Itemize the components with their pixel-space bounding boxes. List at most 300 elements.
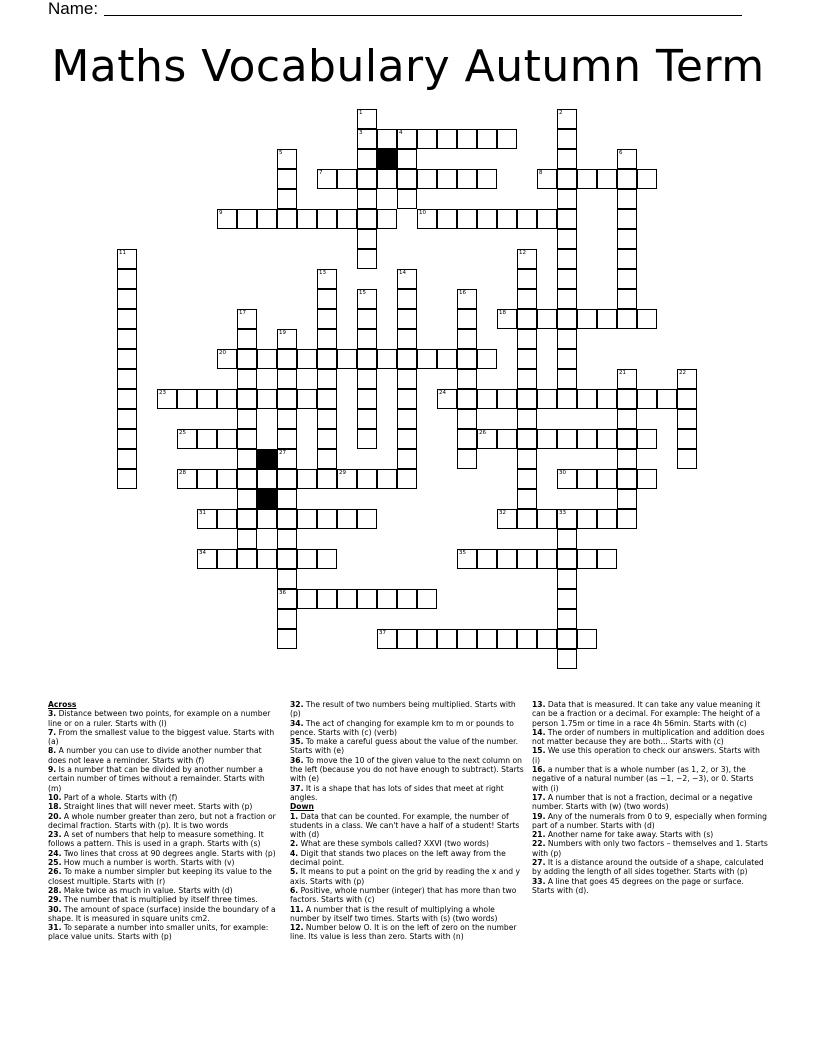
grid-cell[interactable] <box>417 629 437 649</box>
grid-cell[interactable] <box>397 429 417 449</box>
grid-cell[interactable] <box>637 429 657 449</box>
grid-cell[interactable] <box>117 329 137 349</box>
grid-cell[interactable] <box>557 629 577 649</box>
grid-cell[interactable] <box>617 149 637 169</box>
grid-cell[interactable] <box>617 289 637 309</box>
grid-cell[interactable] <box>237 429 257 449</box>
grid-cell[interactable] <box>257 549 277 569</box>
grid-cell[interactable] <box>317 589 337 609</box>
grid-cell[interactable] <box>597 309 617 329</box>
grid-cell[interactable] <box>617 229 637 249</box>
grid-cell[interactable] <box>477 429 497 449</box>
grid-cell[interactable] <box>577 389 597 409</box>
grid-cell[interactable] <box>297 509 317 529</box>
clue-text: To make a number simpler but keeping its value to the closest multiple. Starts with (r) <box>48 867 272 886</box>
grid-cell[interactable] <box>557 249 577 269</box>
grid-cell[interactable] <box>317 429 337 449</box>
grid-cell[interactable] <box>237 489 257 509</box>
grid-cell[interactable] <box>357 389 377 409</box>
grid-cell[interactable] <box>357 229 377 249</box>
grid-cell[interactable] <box>277 529 297 549</box>
grid-cell[interactable] <box>117 469 137 489</box>
grid-cell[interactable] <box>557 289 577 309</box>
clue-number-label: 10. <box>48 792 62 802</box>
grid-cell[interactable] <box>397 389 417 409</box>
grid-cell[interactable] <box>237 309 257 329</box>
grid-cell[interactable] <box>357 369 377 389</box>
grid-cell[interactable] <box>557 129 577 149</box>
grid-cell[interactable] <box>577 549 597 569</box>
grid-cell[interactable] <box>197 509 217 529</box>
grid-cell[interactable] <box>277 509 297 529</box>
grid-cell[interactable] <box>117 389 137 409</box>
grid-cell[interactable] <box>337 209 357 229</box>
grid-cell[interactable] <box>377 349 397 369</box>
grid-cell[interactable] <box>497 389 517 409</box>
grid-cell[interactable] <box>217 549 237 569</box>
grid-cell[interactable] <box>437 169 457 189</box>
grid-cell[interactable] <box>277 409 297 429</box>
grid-cell[interactable] <box>237 349 257 369</box>
grid-cell[interactable] <box>437 389 457 409</box>
grid-cell[interactable] <box>457 289 477 309</box>
grid-cell[interactable] <box>157 389 177 409</box>
clue-number: 10 <box>419 210 426 216</box>
grid-cell[interactable] <box>517 449 537 469</box>
grid-cell[interactable] <box>517 469 537 489</box>
grid-cell[interactable] <box>217 349 237 369</box>
grid-cell[interactable] <box>277 169 297 189</box>
grid-cell[interactable] <box>617 269 637 289</box>
grid-cell[interactable] <box>397 349 417 369</box>
grid-cell[interactable] <box>117 309 137 329</box>
grid-cell[interactable] <box>657 389 677 409</box>
grid-cell[interactable] <box>617 369 637 389</box>
grid-cell[interactable] <box>237 369 257 389</box>
grid-cell[interactable] <box>377 469 397 489</box>
grid-cell[interactable] <box>557 309 577 329</box>
grid-cell[interactable] <box>577 629 597 649</box>
grid-cell[interactable] <box>297 209 317 229</box>
grid-cell[interactable] <box>317 409 337 429</box>
grid-cell[interactable] <box>357 249 377 269</box>
grid-cell[interactable] <box>217 429 237 449</box>
grid-cell[interactable] <box>457 389 477 409</box>
grid-cell[interactable] <box>237 209 257 229</box>
clue-item <box>532 839 768 858</box>
grid-cell[interactable] <box>557 149 577 169</box>
grid-cell[interactable] <box>397 129 417 149</box>
clue-item <box>290 839 524 848</box>
grid-cell[interactable] <box>477 129 497 149</box>
grid-cell[interactable] <box>277 389 297 409</box>
grid-cell[interactable] <box>337 469 357 489</box>
grid-cell[interactable] <box>677 429 697 449</box>
grid-cell[interactable] <box>477 209 497 229</box>
grid-cell[interactable] <box>497 129 517 149</box>
grid-cell[interactable] <box>117 249 137 269</box>
grid-cell[interactable] <box>637 309 657 329</box>
grid-cell[interactable] <box>597 169 617 189</box>
grid-cell[interactable] <box>277 489 297 509</box>
grid-cell[interactable] <box>557 649 577 669</box>
grid-cell[interactable] <box>457 409 477 429</box>
clue-number-label: 32. <box>290 700 304 709</box>
grid-cell[interactable] <box>377 129 397 149</box>
clue-number: 3 <box>359 130 363 136</box>
grid-cell[interactable] <box>397 169 417 189</box>
grid-cell[interactable] <box>417 129 437 149</box>
grid-cell[interactable] <box>277 549 297 569</box>
grid-cell[interactable] <box>277 589 297 609</box>
grid-cell[interactable] <box>617 489 637 509</box>
clue-item <box>48 923 280 942</box>
grid-cell[interactable] <box>537 509 557 529</box>
clue-number: 9 <box>219 210 223 216</box>
grid-cell[interactable] <box>597 429 617 449</box>
grid-cell[interactable] <box>237 529 257 549</box>
grid-cell[interactable] <box>357 589 377 609</box>
grid-cell[interactable] <box>517 349 537 369</box>
grid-cell[interactable] <box>257 389 277 409</box>
grid-cell[interactable] <box>177 429 197 449</box>
grid-cell[interactable] <box>397 309 417 329</box>
grid-cell[interactable] <box>457 369 477 389</box>
grid-cell[interactable] <box>317 509 337 529</box>
grid-cell[interactable] <box>517 389 537 409</box>
grid-cell[interactable] <box>117 409 137 429</box>
clue-number-label: 29. <box>48 895 62 905</box>
grid-cell[interactable] <box>477 169 497 189</box>
grid-cell[interactable] <box>277 369 297 389</box>
grid-cell[interactable] <box>377 629 397 649</box>
grid-cell[interactable] <box>277 189 297 209</box>
clue-item <box>290 867 524 886</box>
grid-cell[interactable] <box>277 349 297 369</box>
grid-cell[interactable] <box>317 549 337 569</box>
grid-cell[interactable] <box>577 429 597 449</box>
grid-cell[interactable] <box>257 209 277 229</box>
grid-cell[interactable] <box>517 369 537 389</box>
grid-cell[interactable] <box>257 469 277 489</box>
grid-cell[interactable] <box>237 509 257 529</box>
grid-cell[interactable] <box>237 389 257 409</box>
grid-cell[interactable] <box>677 409 697 429</box>
grid-cell[interactable] <box>557 589 577 609</box>
grid-cell[interactable] <box>237 549 257 569</box>
grid-cell[interactable] <box>317 309 337 329</box>
grid-cell[interactable] <box>277 329 297 349</box>
grid-cell[interactable] <box>397 369 417 389</box>
grid-cell[interactable] <box>517 629 537 649</box>
grid-cell[interactable] <box>617 409 637 429</box>
grid-cell[interactable] <box>197 429 217 449</box>
grid-cell[interactable] <box>557 169 577 189</box>
grid-cell[interactable] <box>317 209 337 229</box>
grid-cell[interactable] <box>437 349 457 369</box>
grid-cell[interactable] <box>317 329 337 349</box>
grid-cell[interactable] <box>597 509 617 529</box>
grid-cell[interactable] <box>557 469 577 489</box>
grid-cell[interactable] <box>557 509 577 529</box>
grid-cell[interactable] <box>617 169 637 189</box>
grid-cell[interactable] <box>277 449 297 469</box>
grid-cell[interactable] <box>457 349 477 369</box>
grid-cell[interactable] <box>357 209 377 229</box>
name-label: Name: <box>48 0 99 18</box>
grid-cell[interactable] <box>557 329 577 349</box>
clue-item <box>48 793 280 802</box>
grid-cell[interactable] <box>517 329 537 349</box>
grid-cell[interactable] <box>217 469 237 489</box>
grid-cell[interactable] <box>517 309 537 329</box>
grid-cell[interactable] <box>197 549 217 569</box>
grid-cell[interactable] <box>617 309 637 329</box>
grid-cell[interactable] <box>217 509 237 529</box>
grid-cell[interactable] <box>617 189 637 209</box>
grid-cell[interactable] <box>517 289 537 309</box>
grid-cell[interactable] <box>217 209 237 229</box>
grid-cell[interactable] <box>517 209 537 229</box>
grid-cell[interactable] <box>297 589 317 609</box>
grid-cell[interactable] <box>277 609 297 629</box>
grid-cell[interactable] <box>357 409 377 429</box>
grid-cell[interactable] <box>317 389 337 409</box>
grid-cell[interactable] <box>357 129 377 149</box>
grid-cell[interactable] <box>637 169 657 189</box>
grid-cell[interactable] <box>397 449 417 469</box>
grid-cell[interactable] <box>557 369 577 389</box>
clue-text: The result of two numbers being multiplied. Starts with (p) <box>290 700 516 719</box>
grid-cell[interactable] <box>457 169 477 189</box>
grid-cell[interactable] <box>557 549 577 569</box>
grid-cell[interactable] <box>177 469 197 489</box>
grid-cell[interactable] <box>217 389 237 409</box>
grid-cell[interactable] <box>397 629 417 649</box>
grid-cell[interactable] <box>337 349 357 369</box>
grid-cell[interactable] <box>497 309 517 329</box>
grid-cell[interactable] <box>417 169 437 189</box>
grid-cell[interactable] <box>677 389 697 409</box>
grid-cell[interactable] <box>417 589 437 609</box>
grid-cell[interactable] <box>457 209 477 229</box>
grid-cell[interactable] <box>477 549 497 569</box>
grid-cell[interactable] <box>457 629 477 649</box>
grid-cell[interactable] <box>577 509 597 529</box>
grid-cell[interactable] <box>457 549 477 569</box>
grid-cell[interactable] <box>117 429 137 449</box>
grid-cell[interactable] <box>357 169 377 189</box>
clue-number-label: 1. <box>290 811 299 821</box>
grid-cell[interactable] <box>497 509 517 529</box>
grid-cell[interactable] <box>337 169 357 189</box>
grid-cell[interactable] <box>497 629 517 649</box>
grid-cell[interactable] <box>557 349 577 369</box>
grid-cell[interactable] <box>517 429 537 449</box>
grid-cell[interactable] <box>277 469 297 489</box>
grid-cell[interactable] <box>417 349 437 369</box>
clue-item <box>532 746 768 765</box>
grid-cell[interactable] <box>277 569 297 589</box>
grid-cell[interactable] <box>517 249 537 269</box>
grid-cell[interactable] <box>677 369 697 389</box>
grid-cell[interactable] <box>297 389 317 409</box>
grid-cell[interactable] <box>557 109 577 129</box>
grid-cell[interactable] <box>357 329 377 349</box>
grid-cell[interactable] <box>437 209 457 229</box>
grid-cell[interactable] <box>637 389 657 409</box>
grid-cell[interactable] <box>437 629 457 649</box>
grid-cell[interactable] <box>537 629 557 649</box>
grid-cell[interactable] <box>257 509 277 529</box>
grid-cell[interactable] <box>177 389 197 409</box>
grid-cell[interactable] <box>357 469 377 489</box>
grid-cell[interactable] <box>237 409 257 429</box>
grid-cell[interactable] <box>597 469 617 489</box>
grid-cell[interactable] <box>357 349 377 369</box>
clue-number-label: 23. <box>48 830 62 840</box>
grid-cell[interactable] <box>377 169 397 189</box>
grid-cell[interactable] <box>557 529 577 549</box>
grid-cell[interactable] <box>117 449 137 469</box>
clue-text: Any of the numerals from 0 to 9, especially when forming part of a number. Starts with (d) <box>532 811 767 830</box>
grid-cell[interactable] <box>277 209 297 229</box>
grid-cell[interactable] <box>117 289 137 309</box>
grid-cell[interactable] <box>617 429 637 449</box>
grid-cell[interactable] <box>397 409 417 429</box>
clue-text: A number that is not a fraction, decimal or a negative number. Starts with (w) (two words) <box>532 792 753 812</box>
grid-cell[interactable] <box>297 549 317 569</box>
grid-cell[interactable] <box>397 149 417 169</box>
grid-cell[interactable] <box>517 489 537 509</box>
grid-cell[interactable] <box>497 209 517 229</box>
grid-cell[interactable] <box>557 569 577 589</box>
grid-cell[interactable] <box>317 289 337 309</box>
grid-cell[interactable] <box>497 549 517 569</box>
grid-cell[interactable] <box>637 469 657 489</box>
grid-cell[interactable] <box>537 209 557 229</box>
clue-text: Another name for take away. Starts with (s) <box>545 830 714 840</box>
grid-cell[interactable] <box>517 269 537 289</box>
grid-cell[interactable] <box>577 309 597 329</box>
grid-cell[interactable] <box>617 209 637 229</box>
grid-cell[interactable] <box>317 269 337 289</box>
grid-cell[interactable] <box>557 429 577 449</box>
grid-cell[interactable] <box>277 629 297 649</box>
clue-text: From the smallest value to the biggest value. Starts with (a) <box>48 727 275 747</box>
grid-cell[interactable] <box>517 409 537 429</box>
grid-cell[interactable] <box>457 129 477 149</box>
grid-cell[interactable] <box>397 589 417 609</box>
grid-cell[interactable] <box>317 469 337 489</box>
grid-cell[interactable] <box>457 449 477 469</box>
grid-cell[interactable] <box>317 369 337 389</box>
grid-cell[interactable] <box>457 429 477 449</box>
grid-cell[interactable] <box>397 469 417 489</box>
grid-cell[interactable] <box>397 189 417 209</box>
grid-cell[interactable] <box>617 249 637 269</box>
grid-cell[interactable] <box>477 389 497 409</box>
grid-cell[interactable] <box>237 449 257 469</box>
grid-cell[interactable] <box>557 609 577 629</box>
grid-cell[interactable] <box>117 349 137 369</box>
grid-cell[interactable] <box>557 189 577 209</box>
grid-cell[interactable] <box>537 389 557 409</box>
grid-cell[interactable] <box>377 589 397 609</box>
grid-cell[interactable] <box>597 549 617 569</box>
grid-cell[interactable] <box>617 449 637 469</box>
grid-cell[interactable] <box>577 169 597 189</box>
grid-cell[interactable] <box>317 349 337 369</box>
grid-cell[interactable] <box>317 169 337 189</box>
grid-cell[interactable] <box>357 109 377 129</box>
clue-text: To make a careful guess about the value of the number. Starts with (e) <box>290 737 519 756</box>
grid-cell[interactable] <box>397 289 417 309</box>
grid-cell[interactable] <box>557 269 577 289</box>
grid-cell[interactable] <box>417 209 437 229</box>
grid-cell[interactable] <box>357 149 377 169</box>
grid-cell[interactable] <box>237 329 257 349</box>
grid-cell[interactable] <box>297 349 317 369</box>
grid-cell[interactable] <box>337 589 357 609</box>
grid-cell[interactable] <box>397 329 417 349</box>
grid-cell[interactable] <box>257 349 277 369</box>
grid-cell[interactable] <box>457 309 477 329</box>
grid-cell[interactable] <box>557 209 577 229</box>
grid-cell[interactable] <box>197 389 217 409</box>
grid-cell[interactable] <box>457 329 477 349</box>
grid-cell[interactable] <box>557 389 577 409</box>
grid-cell[interactable] <box>517 549 537 569</box>
clue-number: 18 <box>499 310 506 316</box>
grid-cell[interactable] <box>357 509 377 529</box>
grid-cell[interactable] <box>437 129 457 149</box>
grid-cell[interactable] <box>477 629 497 649</box>
grid-cell[interactable] <box>197 469 217 489</box>
down-heading: Down <box>290 802 314 812</box>
grid-cell[interactable] <box>357 429 377 449</box>
grid-cell[interactable] <box>617 389 637 409</box>
grid-cell[interactable] <box>297 469 317 489</box>
grid-cell[interactable] <box>357 189 377 209</box>
grid-cell[interactable] <box>117 269 137 289</box>
grid-cell[interactable] <box>537 309 557 329</box>
grid-cell[interactable] <box>397 269 417 289</box>
grid-cell[interactable] <box>677 449 697 469</box>
grid-cell[interactable] <box>277 149 297 169</box>
grid-cell[interactable] <box>237 469 257 489</box>
grid-cell[interactable] <box>537 429 557 449</box>
grid-cell[interactable] <box>377 209 397 229</box>
grid-cell[interactable] <box>357 289 377 309</box>
grid-cell[interactable] <box>317 449 337 469</box>
grid-cell[interactable] <box>617 509 637 529</box>
grid-cell[interactable] <box>597 389 617 409</box>
grid-cell[interactable] <box>537 169 557 189</box>
grid-cell[interactable] <box>277 429 297 449</box>
grid-cell[interactable] <box>117 369 137 389</box>
grid-cell[interactable] <box>517 509 537 529</box>
grid-cell[interactable] <box>537 549 557 569</box>
grid-cell[interactable] <box>577 469 597 489</box>
grid-cell[interactable] <box>477 349 497 369</box>
grid-cell[interactable] <box>617 469 637 489</box>
grid-cell[interactable] <box>337 509 357 529</box>
grid-cell[interactable] <box>557 229 577 249</box>
grid-cell[interactable] <box>357 309 377 329</box>
grid-cell[interactable] <box>497 429 517 449</box>
clue-number-label: 15. <box>532 746 546 756</box>
